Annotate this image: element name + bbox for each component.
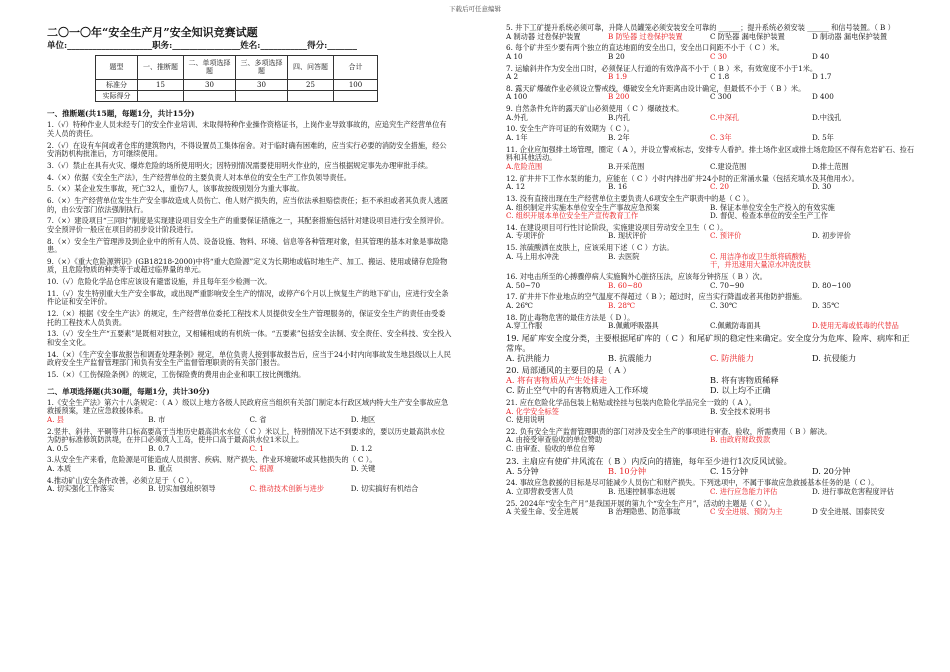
answer-option: C. 用洁净布或卫生纸将硫酸粘干，并迅速用大量凉水冲洗皮肤 bbox=[710, 251, 811, 270]
option: A. 专项评价 bbox=[506, 231, 545, 241]
header-cell-total: 合计 bbox=[334, 56, 378, 80]
option-row bbox=[47, 416, 452, 425]
option: C. 70~90 bbox=[710, 280, 745, 290]
option-row bbox=[47, 445, 452, 454]
option: A. 12 bbox=[506, 182, 525, 192]
choice-question bbox=[47, 456, 452, 473]
option: B.内孔 bbox=[608, 112, 630, 122]
choice-question bbox=[506, 105, 914, 122]
answer-option: B. 60~80 bbox=[608, 280, 643, 290]
option: A 100 bbox=[506, 92, 528, 102]
option: D. 抗侵能力 bbox=[812, 352, 857, 363]
option-row bbox=[506, 376, 914, 396]
option-row bbox=[506, 232, 914, 241]
option: B. 0.7 bbox=[148, 443, 170, 453]
option: D 400 bbox=[812, 92, 834, 102]
option: D. 地区 bbox=[350, 414, 376, 424]
option: B. 抗震能力 bbox=[608, 352, 652, 363]
choice-question bbox=[506, 399, 914, 425]
option: C. 省 bbox=[249, 414, 267, 424]
true-false-list bbox=[47, 121, 452, 379]
option: D 制动器 漏电保护装置 bbox=[812, 31, 888, 41]
true-false-question: 1.（√）特种作业人员未经专门的安全作业培训、未取得特种作业操作资格证书，上岗作业导致事故的，应追究生产经营单位有关人员的责任。 bbox=[47, 120, 447, 139]
question-stem: 7. 运输斜井作为安全出口时，必须保证人行道的有效净高不小于（ B ）米，有效宽度不小于1米。 bbox=[506, 63, 818, 73]
question-stem: 25. 2024年“安全生产月”是我国开展的第九个“安全生产月”，活动的主题是（ C ）。 bbox=[506, 498, 775, 508]
option: A. 50~70 bbox=[506, 280, 541, 290]
option-row bbox=[506, 53, 914, 62]
choice-question bbox=[506, 479, 914, 496]
option: C. 15分钟 bbox=[710, 465, 748, 476]
question-stem: 19. 尾矿库安全度分类，主要根据尾矿库的（ C ）和尾矿坝的稳定性来确定。安全度分为危库、险库、病库和正常库。 bbox=[506, 332, 910, 353]
left-column bbox=[47, 24, 452, 497]
answer-option: B. 28℃ bbox=[608, 300, 636, 310]
choice-question bbox=[506, 175, 914, 192]
score-table-standard-row bbox=[96, 80, 378, 91]
score-table-actual-row bbox=[96, 91, 378, 102]
question-stem: 10. 安全生产许可证的有效期为（ C ）。 bbox=[506, 124, 634, 134]
standard-label: 标准分 bbox=[96, 80, 138, 91]
option-row bbox=[506, 163, 914, 172]
standard-total: 100 bbox=[334, 80, 378, 91]
true-false-question: 11.（√）发生特别重大生产安全事故，或出现严重影响安全生产的情况，或停产6个月以上恢复生产的地下矿山，应进行安全条件论证和安全评价。 bbox=[47, 288, 449, 307]
true-false-question: 10.（√）危险化学品仓库应该设有避雷设施，并且每年至少检测一次。 bbox=[47, 277, 272, 287]
option: D. 35℃ bbox=[812, 300, 840, 310]
actual-total-cell[interactable] bbox=[334, 91, 378, 102]
true-false-question: 2.（√）在设有车间或者仓库的建筑物内，不得设置员工集体宿舍。对于临时确有困难的，应当实行必要的消防安全措施，经公安消防机构批准后，方可继续使用。 bbox=[47, 140, 447, 159]
true-false-question: 9.（×）《重大危险源辨识》(GB18218-2000)中将“重大危险源”定义为长期地或临时地生产、加工、搬运、使用或储存危险物质，且危险物质的种类等于或超过临界量的单元。 bbox=[47, 256, 448, 275]
answer-option: A. 县 bbox=[47, 414, 64, 424]
header-cell-type: 题型 bbox=[96, 56, 138, 80]
option-row bbox=[506, 134, 914, 143]
option: B.开采范围 bbox=[608, 161, 645, 171]
choice-question bbox=[506, 366, 914, 396]
standard-qa: 25 bbox=[288, 80, 334, 91]
answer-option: C. 组织开展本单位安全生产宣传教育工作 bbox=[506, 211, 639, 221]
option: B. 去医院 bbox=[608, 251, 640, 261]
answer-option: C.中深孔 bbox=[710, 112, 740, 122]
choice-question bbox=[47, 428, 452, 454]
option: D. 80~100 bbox=[812, 280, 851, 290]
question-stem: 5. 井下工矿提升系统必须可靠，升降人员罐笼必须安装安全可靠的 ______；提升系统必须安装 ______ 和信号装置。（ B ） bbox=[506, 23, 895, 32]
option-row bbox=[506, 436, 914, 453]
answer-option: C. 1 bbox=[249, 443, 264, 453]
actual-qa-cell[interactable] bbox=[288, 91, 334, 102]
score-table bbox=[95, 55, 378, 102]
choice-question bbox=[506, 314, 914, 331]
answer-option: B 1.9 bbox=[608, 72, 627, 82]
answer-option: C. 推动技术创新与进步 bbox=[249, 484, 325, 494]
option: D. 20分钟 bbox=[812, 465, 851, 476]
question-stem: 3.从安全生产来看，危险源是可能造成人员损害、疾病、财产损失、作业环境破坏或其他损失的（ C ）。 bbox=[47, 455, 377, 465]
true-false-question: 5.（×）某企业发生事故，死亡32人，重伤7人，该事故按级别划分为重大事故。 bbox=[47, 184, 304, 194]
true-false-question: 12.（×）根据《安全生产法》的规定，生产经营单位委托工程技术人员提供安全生产管理服务的，保证安全生产的责任由受委托的工程技术人员负责。 bbox=[47, 309, 446, 327]
single-choice-list-right bbox=[506, 24, 914, 517]
option: D. 1.2 bbox=[350, 443, 373, 453]
exam-title: 二〇一〇年“安全生产月”安全知识竞赛试题 bbox=[47, 26, 258, 39]
question-stem: 2.竖井、斜井、平硐等井口标高要高于当地历史最高洪水水位（ C ）米以上，特别情况下达不到要求的，要以历史最高洪水位为防护标准修筑防洪堤，在井口必须筑人工岛，使井口高于最高洪水位1米以上。 bbox=[47, 426, 445, 445]
question-stem: 23. 主扇应有使矿井风流在（ B ）内反向的措施，每年至少进行1次反风试验。 bbox=[506, 455, 792, 466]
option: B. 将有害物质稀释 bbox=[710, 375, 779, 386]
option: D. 切实搞好有机结合 bbox=[350, 484, 419, 494]
question-stem: 11. 企业应加强排土场管理，圈定（ A ），并设立警戒标志，安排专人看护。排土场作业区或排土场危险区不得有危岩矿石、捡石料和其他活动。 bbox=[506, 144, 915, 163]
answer-option: B 200 bbox=[608, 92, 630, 102]
choice-question bbox=[506, 273, 914, 290]
option: B. 重点 bbox=[148, 464, 173, 474]
standard-tf: 15 bbox=[138, 80, 184, 91]
question-stem: 17. 矿井井下作业地点的空气温度不得超过（ B ）；超过时，应当实行降温或者其他防护措施。 bbox=[506, 292, 807, 302]
option: A.外孔 bbox=[506, 112, 528, 122]
answer-option: A.危险范围 bbox=[506, 161, 543, 171]
option-row bbox=[506, 33, 914, 42]
choice-question bbox=[506, 44, 914, 61]
option-row bbox=[47, 485, 452, 494]
answer-option: C. 3年 bbox=[710, 133, 732, 143]
answer-option: C. 防洪能力 bbox=[710, 352, 754, 363]
question-stem: 16. 对电击所至的心搏骤停病人实施胸外心脏挤压法，应该每分钟挤压（ B ）次。 bbox=[506, 272, 767, 282]
option: A. 切实强化工作落实 bbox=[47, 484, 115, 494]
answer-option: C. 预评价 bbox=[710, 231, 742, 241]
option: D. 督促、检查本单位的安全生产工作 bbox=[710, 211, 828, 221]
answer-option: A. 化学安全标签 bbox=[506, 406, 559, 416]
answer-option: B. 由政府财政拨款 bbox=[710, 435, 771, 445]
actual-single-cell[interactable] bbox=[184, 91, 236, 102]
option-row bbox=[506, 408, 914, 425]
option: D. 以上均不正确 bbox=[710, 385, 771, 396]
option: B.佩戴呼吸器具 bbox=[608, 321, 659, 331]
choice-question bbox=[506, 146, 914, 172]
actual-multi-cell[interactable] bbox=[236, 91, 288, 102]
option: C 300 bbox=[710, 92, 732, 102]
question-stem: 6. 每个矿井至少要有两个独立的直达地面的安全出口，安全出口间距不小于（ C ）米。 bbox=[506, 43, 784, 53]
option: A 2 bbox=[506, 72, 519, 82]
option: B. 安全技术说明书 bbox=[710, 406, 771, 416]
option: B. 切实加强组织领导 bbox=[148, 484, 216, 494]
option: B. 2年 bbox=[608, 133, 630, 143]
option: B. 市 bbox=[148, 414, 166, 424]
true-false-question: 6.（×）生产经营单位发生生产安全事故造成人员伤亡、他人财产损失的，应当依法承担赔偿责任；拒不承担或者其负责人逃匿的，由公安部门依法强制执行。 bbox=[47, 195, 449, 214]
option: D. 初步评价 bbox=[812, 231, 851, 241]
true-false-question: 14.（×）《生产安全事故报告和调查处理条例》规定，单位负责人接到事故报告后，应当于24小时内向事故发生地县级以上人民政府安全生产监督管理部门和负有安全生产监督管理职责的有关部门报告。 bbox=[47, 349, 451, 368]
answer-option: C 30 bbox=[710, 51, 727, 61]
standard-multi: 30 bbox=[236, 80, 288, 91]
option-row bbox=[506, 488, 914, 497]
option: C.佩戴防毒面具 bbox=[710, 321, 761, 331]
true-false-question: 3.（√）禁止在具有火灾、爆炸危险的场所使用明火；因特别情况需要使用明火作业的，应当根据规定事先办理审批手续。 bbox=[47, 161, 433, 171]
score-table-header-row bbox=[96, 56, 378, 80]
choice-question bbox=[506, 457, 914, 477]
option: C 防坠器 漏电保护装置 bbox=[710, 31, 785, 41]
option-row bbox=[506, 322, 914, 331]
option-row bbox=[506, 508, 914, 517]
true-false-question: 7.（×）建设项目“三同时”制度是实现建设项目安全生产的重要保证措施之一，其配套措施包括针对建设项目进行安全预评价。安全预评价一般应在项目的初步设计阶段进行。 bbox=[47, 216, 449, 234]
option: A 10 bbox=[506, 51, 523, 61]
option: C. 由审查、验收的单位自筹 bbox=[506, 444, 595, 454]
option: A. 组织制定并实施本单位安全生产事故应急预案 bbox=[506, 202, 660, 212]
option-row bbox=[506, 302, 914, 311]
option: D 安全进展、国泰民安 bbox=[812, 507, 885, 517]
actual-tf-cell[interactable] bbox=[138, 91, 184, 102]
option: A. 由接受审查验收的单位赞助 bbox=[506, 435, 603, 445]
option: A. 1年 bbox=[506, 133, 528, 143]
choice-question bbox=[506, 85, 914, 102]
header-cell-single: 二、单项选择题 bbox=[184, 56, 236, 80]
question-stem: 21. 应在危险化学品包装上粘贴或拴挂与包装内危险化学品完全一致的（ A ）。 bbox=[506, 397, 756, 407]
option: B 治理隐患、防范事故 bbox=[608, 507, 681, 517]
single-choice-list-left bbox=[47, 399, 452, 494]
question-stem: 20. 局部通风的主要目的是（ A ） bbox=[506, 365, 631, 376]
answer-option: B 防坠器 过卷保护装置 bbox=[608, 31, 683, 41]
true-false-question: 8.（×）安全生产管理涉及到企业中的所有人员、设备设施、物料、环境、信息等各种管理对象，但其管理的基本对象是事故隐患。 bbox=[47, 236, 449, 255]
option-row bbox=[506, 204, 914, 221]
header-cell-tf: 一、推断题 bbox=[138, 56, 184, 80]
option: C. 30℃ bbox=[710, 300, 737, 310]
option: A 制动器 过卷保护装置 bbox=[506, 31, 581, 41]
option: A. 5分钟 bbox=[506, 465, 539, 476]
answer-option: C 安全进展、预防为主 bbox=[710, 507, 783, 517]
option-row bbox=[506, 93, 914, 102]
option: D.中浅孔 bbox=[812, 112, 842, 122]
question-stem: 13. 没有直接出现在生产经营单位主要负责人6项安全生产职责中的是（ C ）。 bbox=[506, 193, 754, 203]
option: A. 本质 bbox=[47, 464, 72, 474]
option: A. 马上用水冲洗 bbox=[506, 251, 559, 261]
choice-question bbox=[506, 293, 914, 310]
choice-question bbox=[506, 195, 914, 221]
answer-option: D.使用无毒或低毒的代替品 bbox=[812, 321, 899, 331]
question-stem: 24. 事故应急救援的目标是尽可能减少人员伤亡和财产损失。下列选项中，不属于事故应急救援基本任务的是（ C ）。 bbox=[506, 478, 879, 488]
question-stem: 18. 防止毒物危害的最佳方法是（ D ）。 bbox=[506, 312, 635, 322]
answer-option: C. 20 bbox=[710, 182, 729, 192]
choice-question bbox=[506, 334, 914, 364]
true-false-question: 4.（×）依据《安全生产法》，生产经营单位的主要负责人对本单位的安全生产工作负领导责任。 bbox=[47, 172, 351, 182]
option: D. 进行事故危害程度评估 bbox=[812, 487, 894, 497]
option-row bbox=[506, 253, 914, 270]
option: C 1.8 bbox=[710, 72, 730, 82]
option: A. 26℃ bbox=[506, 300, 533, 310]
option: C.建设范围 bbox=[710, 161, 747, 171]
answer-option: C. 根源 bbox=[249, 464, 274, 474]
option: D. 30 bbox=[812, 182, 832, 192]
option: D 1.7 bbox=[812, 72, 832, 82]
question-stem: 15. 浓硫酸洒在皮肤上，应该采用下述（ C ）方法。 bbox=[506, 243, 674, 253]
option: B. 保证本单位安全生产投入的有效实施 bbox=[710, 202, 835, 212]
choice-question bbox=[506, 428, 914, 454]
question-stem: 12. 矿井井下工作水泵的能力，应能在（ C ）小时内排出矿井24小时的正常涌水量（包括充填水及其他用水）。 bbox=[506, 173, 859, 183]
choice-question bbox=[506, 125, 914, 142]
option: B. 现状评价 bbox=[608, 231, 647, 241]
section-single-choice-heading: 二、单项选择题(共30题，每题1分，共计30分) bbox=[47, 386, 210, 396]
choice-question bbox=[47, 399, 452, 425]
standard-single: 30 bbox=[184, 80, 236, 91]
option-row bbox=[506, 183, 914, 192]
option-row bbox=[506, 354, 914, 364]
header-cell-multi: 三、多项选择题 bbox=[236, 56, 288, 80]
option-row bbox=[506, 467, 914, 477]
option: A. 立即营救受害人员 bbox=[506, 487, 574, 497]
right-column bbox=[506, 24, 914, 520]
choice-question bbox=[506, 244, 914, 270]
candidate-info-line: 单位:____________________职务:________________姓名:___________得分:_______ bbox=[47, 41, 358, 52]
answer-option: A. 将有害物质从产生处排走 bbox=[506, 375, 608, 386]
option: D. 关键 bbox=[350, 464, 376, 474]
option: A.穿工作服 bbox=[506, 321, 543, 331]
option: A. 抗洪能力 bbox=[506, 352, 550, 363]
option: D 40 bbox=[812, 51, 830, 61]
option: A 关爱生命、安全进展 bbox=[506, 507, 579, 517]
question-stem: 1.《安全生产法》第六十八条规定：（ A ）级以上地方各级人民政府应当组织有关部门制定本行政区域内特大生产安全事故应急救援预案，建立应急救援体系。 bbox=[47, 397, 449, 416]
question-stem: 9. 自然条件允许的露天矿山必须使用（ C ）爆破技术。 bbox=[506, 104, 684, 114]
download-banner: 下载后可任意编辑 bbox=[449, 5, 501, 13]
option: B. 16 bbox=[608, 182, 627, 192]
option-row bbox=[506, 282, 914, 291]
option: B 20 bbox=[608, 51, 625, 61]
actual-label: 实际得分 bbox=[96, 91, 138, 102]
choice-question bbox=[506, 24, 914, 41]
choice-question bbox=[506, 65, 914, 82]
header-cell-qa: 四、问答题 bbox=[288, 56, 334, 80]
true-false-question: 13.（√）安全生产“五要素”是既相对独立，又相辅相成的有机统一体。“五要素”包括安全法制、安全责任、安全科技、安全投入和安全文化。 bbox=[47, 329, 452, 347]
option-row bbox=[506, 114, 914, 123]
option-row bbox=[47, 465, 452, 474]
answer-option: B. 10分钟 bbox=[608, 465, 647, 476]
option-row bbox=[506, 73, 914, 82]
question-stem: 14. 在建设项目可行性讨论阶段，实施建设项目劳动安全卫生（ C ）。 bbox=[506, 222, 728, 232]
option: A. 0.5 bbox=[47, 443, 69, 453]
option: C. 防止空气中的有害物质进入工作环境 bbox=[506, 385, 649, 396]
choice-question bbox=[506, 224, 914, 241]
choice-question bbox=[506, 500, 914, 517]
option: B. 迅速控制事态进展 bbox=[608, 487, 676, 497]
option: C. 使用说明 bbox=[506, 415, 545, 425]
question-stem: 4.推动矿山安全条件改善，必须立足于（ C ）。 bbox=[47, 475, 197, 485]
section-true-false-heading: 一、推断题(共15题，每题1分，共计15分) bbox=[47, 109, 195, 119]
choice-question bbox=[47, 477, 452, 494]
true-false-question: 15.（×）《工伤保险条例》的规定，工伤保险费的费用由企业和职工按比例缴纳。 bbox=[47, 369, 306, 379]
option: D.排土范围 bbox=[812, 161, 849, 171]
question-stem: 8. 露天矿爆破作业必须设立警戒线，爆破安全允许距离由设计确定，但最低不小于（ B ）米。 bbox=[506, 83, 806, 93]
question-stem: 22. 负有安全生产监督管理职责的部门对涉及安全生产的事项进行审查、验收，所需费用（ B ）解决。 bbox=[506, 426, 832, 436]
option: D. 5年 bbox=[812, 133, 834, 143]
answer-option: C. 进行应急能力评估 bbox=[710, 487, 778, 497]
